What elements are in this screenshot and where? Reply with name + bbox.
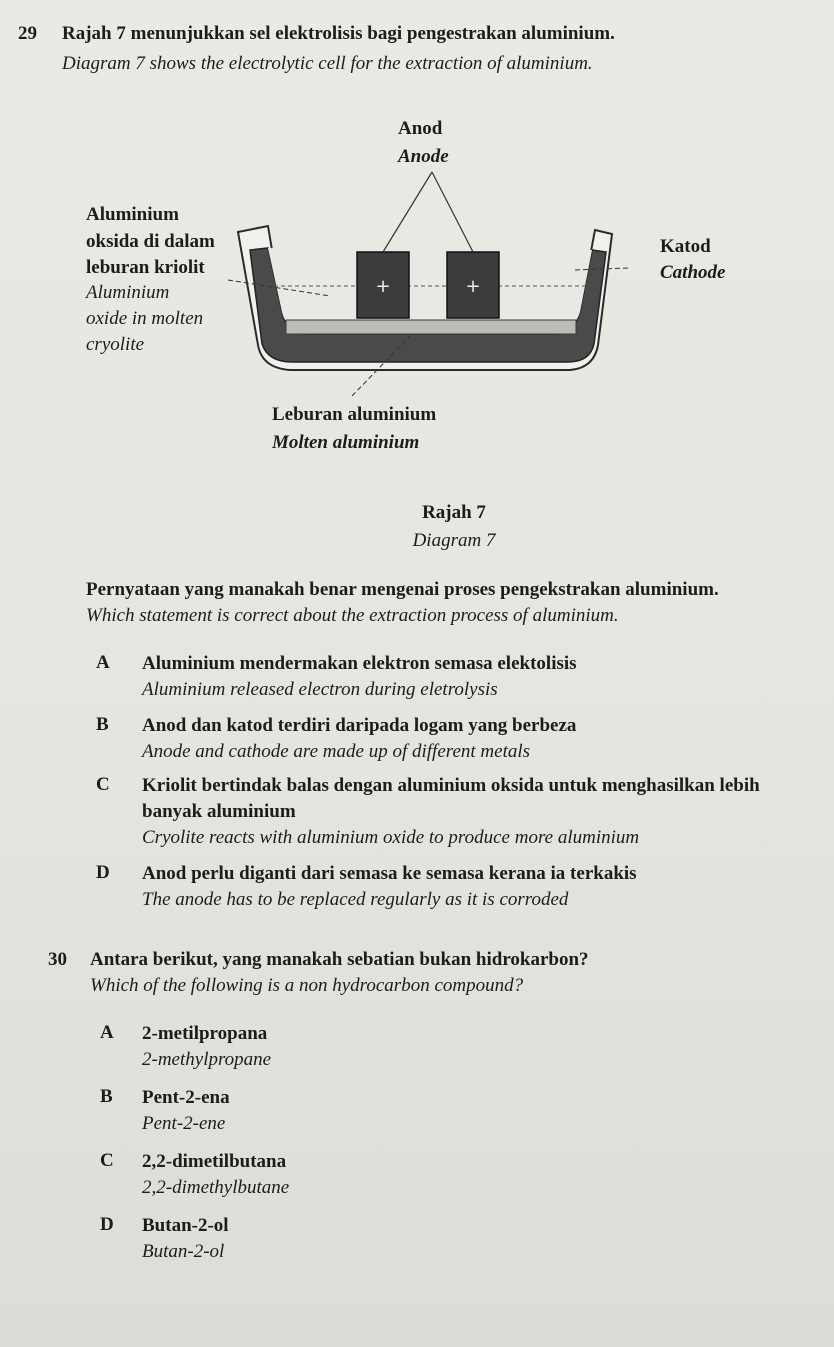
q30-stem-en: Which of the following is a non hydrocarbon compound? bbox=[90, 975, 524, 996]
q29-stem-ms: Rajah 7 menunjukkan sel elektrolisis bagi pengestrakan aluminium. bbox=[62, 23, 615, 44]
q29-stem-en: Diagram 7 shows the electrolytic cell for the extraction of aluminium. bbox=[62, 53, 593, 74]
molten-aluminium-layer bbox=[286, 320, 576, 334]
anode-label-en: Anode bbox=[398, 146, 449, 167]
q29-option-b-en[interactable]: Anode and cathode are made up of different metals bbox=[142, 741, 531, 762]
electrolyte-label-ms-3: leburan kriolit bbox=[86, 257, 205, 278]
q29-option-d-en[interactable]: The anode has to be replaced regularly as it is corroded bbox=[142, 889, 569, 910]
electrolyte-label-en-3: cryolite bbox=[86, 334, 145, 355]
q30-option-d-en[interactable]: Butan-2-ol bbox=[142, 1241, 225, 1262]
q29-option-d-ms[interactable]: Anod perlu diganti dari semasa ke semasa kerana ia terkakis bbox=[142, 863, 637, 884]
q29-number: 29 bbox=[18, 23, 37, 44]
electrolyte-label-en-2: oxide in molten bbox=[86, 308, 204, 329]
q30-option-a-letter: A bbox=[100, 1022, 114, 1043]
q29-option-b-ms[interactable]: Anod dan katod terdiri daripada logam yang berbeza bbox=[142, 715, 577, 736]
q29-option-a-en[interactable]: Aluminium released electron during eletrolysis bbox=[142, 679, 498, 700]
q30-option-b-ms[interactable]: Pent-2-ena bbox=[142, 1087, 230, 1108]
q30-number: 30 bbox=[48, 949, 67, 970]
q29-option-d-letter: D bbox=[96, 862, 110, 883]
molten-label-en: Molten aluminium bbox=[272, 432, 420, 453]
q29-option-c-ms-2[interactable]: banyak aluminium bbox=[142, 801, 296, 822]
anode-plus-right: + bbox=[465, 276, 481, 297]
diagram-caption-en: Diagram 7 bbox=[412, 530, 496, 551]
anode-plus-left: + bbox=[375, 276, 391, 297]
electrolyte-label-ms-1: Aluminium bbox=[86, 204, 179, 225]
q29-option-a-ms[interactable]: Aluminium mendermakan elektron semasa elektolisis bbox=[142, 653, 577, 674]
q30-stem-ms: Antara berikut, yang manakah sebatian bukan hidrokarbon? bbox=[90, 949, 589, 970]
cathode-label-ms: Katod bbox=[660, 236, 711, 257]
q30-option-c-letter: C bbox=[100, 1150, 114, 1171]
q29-option-c-ms[interactable]: Kriolit bertindak balas dengan aluminium oksida untuk menghasilkan lebih bbox=[142, 775, 760, 796]
q30-option-c-en[interactable]: 2,2-dimethylbutane bbox=[142, 1177, 290, 1198]
q29-option-b-letter: B bbox=[96, 714, 109, 735]
q30-option-b-en[interactable]: Pent-2-ene bbox=[142, 1113, 226, 1134]
electrolyte-label-ms-2: oksida di dalam bbox=[86, 231, 215, 252]
anode-label-ms: Anod bbox=[398, 118, 443, 139]
electrolyte-region bbox=[268, 248, 592, 330]
q30-option-c-ms[interactable]: 2,2-dimetilbutana bbox=[142, 1151, 287, 1172]
q29-option-c-en[interactable]: Cryolite reacts with aluminium oxide to produce more aluminium bbox=[142, 827, 640, 848]
q30-option-b-letter: B bbox=[100, 1086, 113, 1107]
q29-question-en: Which statement is correct about the extraction process of aluminium. bbox=[86, 605, 619, 626]
electrolytic-cell-diagram bbox=[0, 100, 834, 480]
q30-option-d-letter: D bbox=[100, 1214, 114, 1235]
q29-option-a-letter: A bbox=[96, 652, 110, 673]
q30-option-a-ms[interactable]: 2-metilpropana bbox=[142, 1023, 268, 1044]
diagram-caption-ms: Rajah 7 bbox=[422, 502, 486, 523]
molten-label-ms: Leburan aluminium bbox=[272, 404, 437, 425]
q30-option-a-en[interactable]: 2-methylpropane bbox=[142, 1049, 272, 1070]
anode-wire-left bbox=[383, 172, 432, 252]
q29-question-ms: Pernyataan yang manakah benar mengenai proses pengekstrakan aluminium. bbox=[86, 579, 719, 600]
anode-wire-right bbox=[432, 172, 473, 252]
cathode-label-en: Cathode bbox=[660, 262, 726, 283]
q29-option-c-letter: C bbox=[96, 774, 110, 795]
q30-option-d-ms[interactable]: Butan-2-ol bbox=[142, 1215, 229, 1236]
electrolyte-label-en-1: Aluminium bbox=[86, 282, 170, 303]
